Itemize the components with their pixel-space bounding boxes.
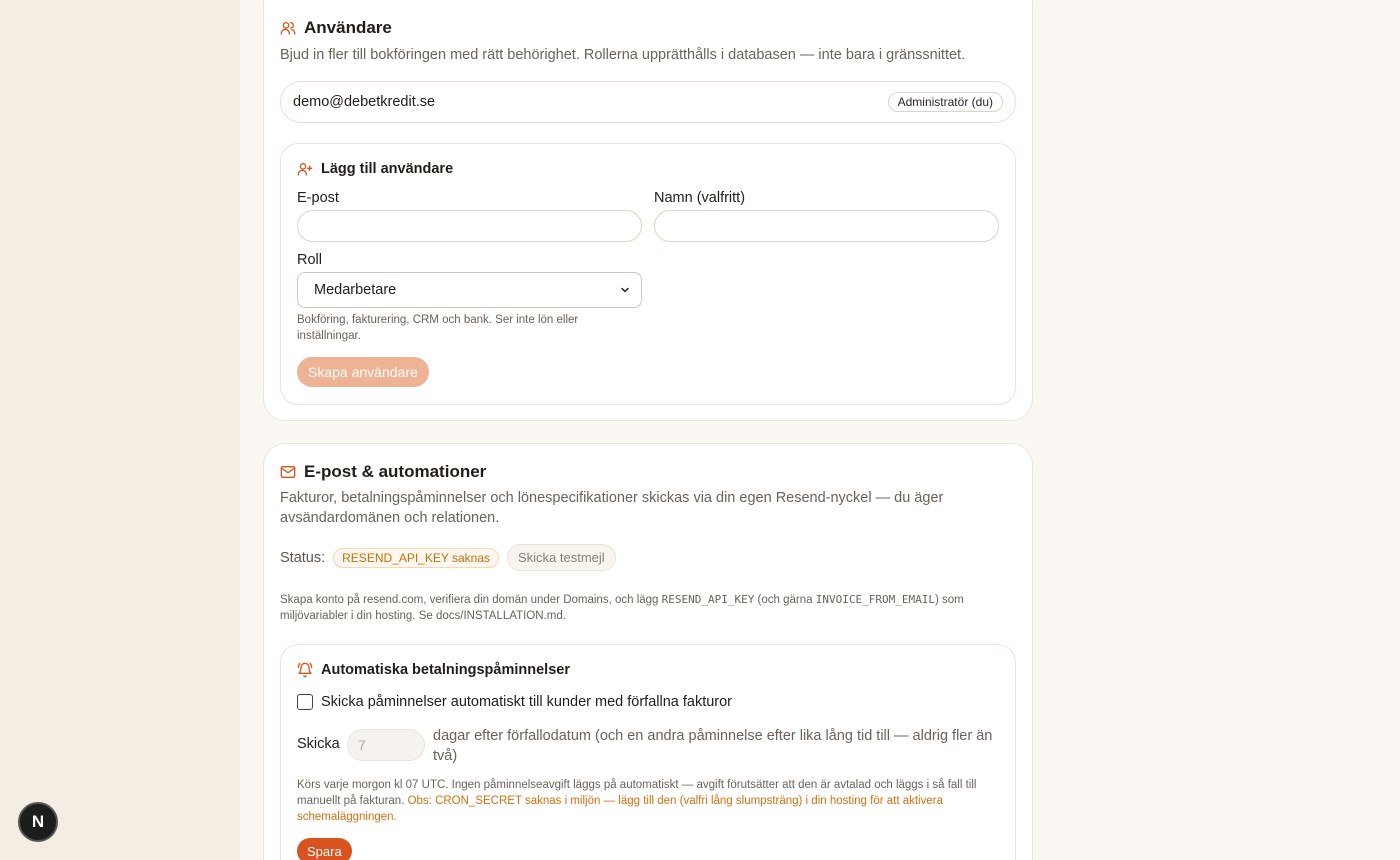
email-card-description: Fakturor, betalningspåminnelser och lönespecifikationer skickas via din egen Resend-nyckel — du äger avsändardomänen och relationen. (280, 490, 944, 526)
status-badge: RESEND_API_KEY saknas (333, 548, 499, 568)
left-rail (0, 0, 240, 860)
next-dev-badge[interactable] (18, 802, 58, 842)
user-row[interactable] (280, 81, 1016, 123)
auto-reminders-checkbox[interactable] (297, 694, 313, 710)
users-card-title: Användare (304, 18, 392, 37)
name-label: Namn (valfritt) (654, 190, 746, 206)
role-label: Roll (297, 252, 322, 268)
cron-warning: Obs: CRON_SECRET saknas i miljön — lägg till den (valfri lång slumpsträng) i din hosting för att aktivera schemaläggningen. (297, 795, 943, 823)
send-test-email-button[interactable]: Skicka testmejl (507, 544, 616, 571)
send-label: Skicka (297, 736, 340, 752)
users-icon (280, 20, 296, 36)
setup-text-2: (och gärna (754, 594, 816, 606)
setup-instructions (280, 592, 1020, 624)
users-card-description: Bjud in fler till bokföringen med rätt behörighet. Rollerna upprätthålls i databasen — inte bara i gränssnittet. (280, 47, 966, 63)
setup-code-1: RESEND_API_KEY (661, 593, 755, 606)
chevron-down-icon (619, 284, 631, 296)
name-input[interactable] (654, 210, 999, 242)
setup-code-2: INVOICE_FROM_EMAIL (815, 593, 935, 606)
auto-reminders-toggle-row[interactable] (297, 694, 732, 710)
reminder-days-placeholder: 7 (358, 737, 366, 753)
reminder-days-input[interactable] (347, 729, 425, 761)
setup-text-1: Skapa konto på resend.com, verifiera din domän under Domains, och lägg (280, 594, 662, 606)
reminders-info-text: Körs varje morgon kl 07 UTC. Ingen påminnelseavgift läggs på automatiskt — avgift förutsätter att den är avtalad och läggs i så fall till manuellt på fakturan. (297, 779, 977, 807)
create-user-button[interactable]: Skapa användare (297, 357, 429, 387)
add-user-panel (280, 143, 1016, 405)
reminder-days-description: dagar efter förfallodatum (och en andra påminnelse efter lika lång tid till — aldrig fler än två) (433, 728, 993, 764)
add-user-title: Lägg till användare (321, 161, 454, 177)
add-user-header (297, 161, 453, 177)
email-card (263, 443, 1033, 860)
reminders-title: Automatiska betalningspåminnelser (321, 662, 570, 678)
user-email: demo@debetkredit.se (293, 94, 436, 110)
email-card-header (280, 462, 486, 482)
reminders-panel (280, 644, 1016, 860)
users-card-header (280, 18, 392, 38)
role-select-value: Medarbetare (314, 282, 397, 298)
setup-text-3: ) som miljövariabler i din hosting. Se docs/INSTALLATION.md. (280, 594, 964, 622)
mail-icon (280, 464, 296, 480)
status-label: Status: (280, 549, 326, 566)
next-logo-icon: N (31, 812, 45, 831)
role-hint: Bokföring, fakturering, CRM och bank. Ser inte lön eller inställningar. (297, 314, 579, 342)
bell-icon (297, 662, 313, 678)
users-card (263, 0, 1033, 421)
email-label: E-post (297, 190, 339, 206)
reminders-header (297, 662, 570, 678)
email-card-title: E-post & automationer (304, 462, 487, 481)
role-badge: Administratör (du) (888, 92, 1003, 112)
status-row (280, 544, 616, 571)
email-input[interactable] (297, 210, 642, 242)
auto-reminders-label[interactable]: Skicka påminnelser automatiskt till kunder med förfallna fakturor (321, 694, 733, 710)
role-select[interactable] (297, 272, 642, 308)
reminders-info (297, 777, 997, 825)
save-button[interactable]: Spara (297, 838, 352, 860)
user-plus-icon (297, 161, 313, 177)
